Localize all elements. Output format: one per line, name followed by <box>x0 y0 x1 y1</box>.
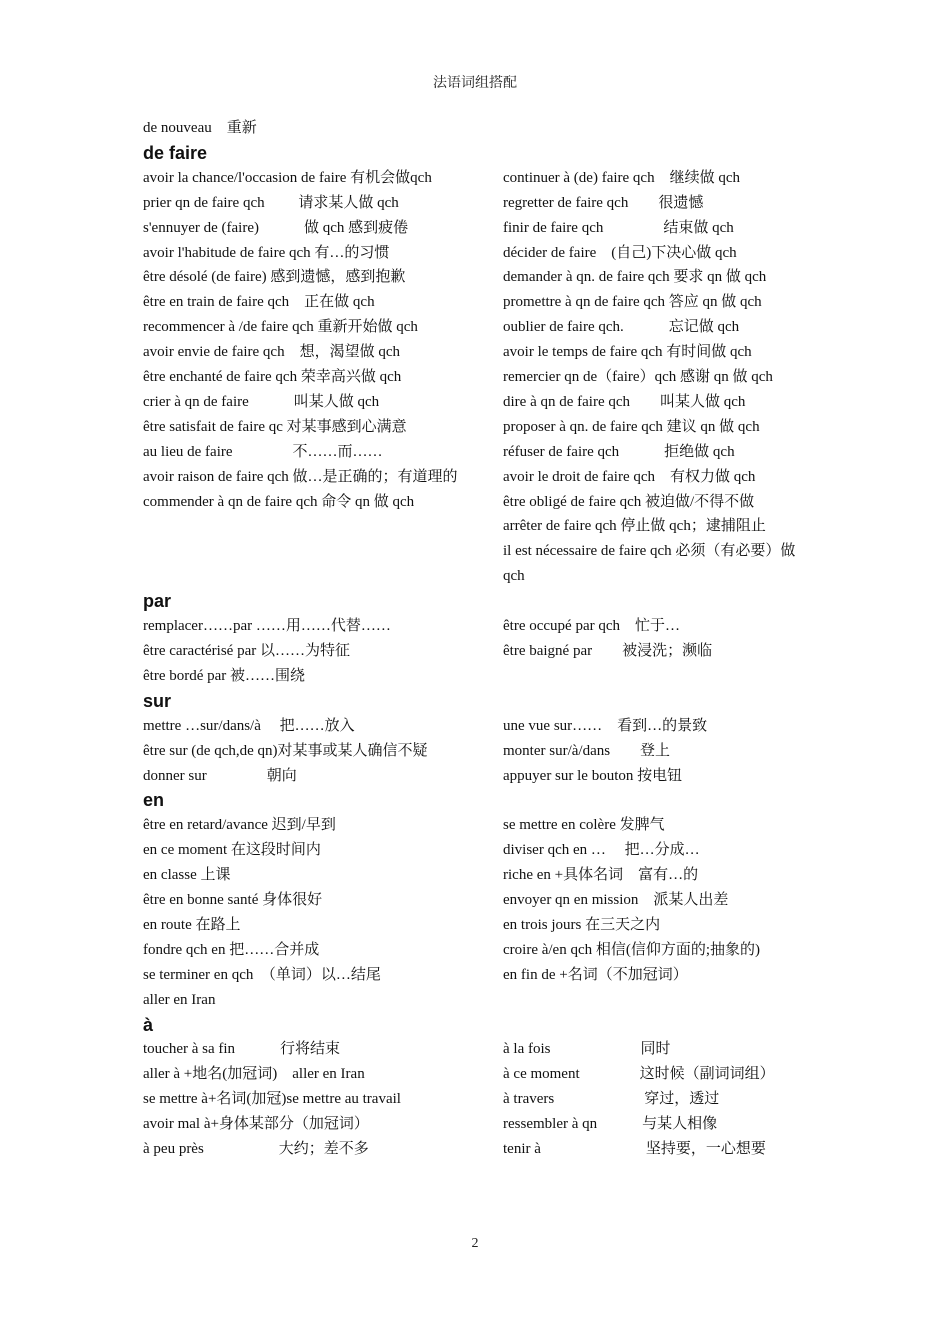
section-columns <box>143 1037 815 1162</box>
section <box>143 689 815 789</box>
phrase-entry: décider de faire (自己)下决心做 qch <box>503 244 737 261</box>
phrase-entry: en trois jours 在三天之内 <box>503 916 661 933</box>
section-columns <box>143 714 815 789</box>
phrase-entry: avoir raison de faire qch 做…是正确的；有道理的 <box>143 468 458 485</box>
phrase-entry: se terminer en qch （单词）以…结尾 <box>143 966 381 983</box>
phrase-entry: être obligé de faire qch 被迫做/不得不做 <box>503 493 755 510</box>
phrase-entry: réfuser de faire qch 拒绝做 qch <box>503 443 735 460</box>
phrase-entry: avoir la chance/l'occasion de faire 有机会做qch <box>143 169 432 186</box>
phrase-entry: promettre à qn de faire qch 答应 qn 做 qch <box>503 294 762 311</box>
phrase-entry: à peu près 大约；差不多 <box>143 1141 369 1158</box>
phrase-entry: oublier de faire qch. 忘记做 qch <box>503 319 740 336</box>
section <box>143 141 815 589</box>
phrase-entry: à travers 穿过，透过 <box>503 1091 720 1108</box>
phrase-entry: regretter de faire qch 很遗憾 <box>503 194 704 211</box>
right-column <box>503 714 815 789</box>
phrase-entry: en classe 上课 <box>143 867 231 884</box>
right-column <box>503 614 815 689</box>
section <box>143 788 815 1012</box>
phrase-entry: arrêter de faire qch 停止做 qch；逮捕阻止 <box>503 518 766 535</box>
phrase-entry: se mettre à+名词(加冠)se mettre au travail <box>143 1091 401 1108</box>
phrase-entry: crier à qn de faire 叫某人做 qch <box>143 393 380 410</box>
left-column <box>143 614 503 689</box>
section <box>143 589 815 689</box>
phrase-entry: appuyer sur le bouton 按电钮 <box>503 767 683 784</box>
phrase-entry: avoir mal à+身体某部分（加冠词） <box>143 1116 369 1133</box>
phrase-entry: riche en +具体名词 富有…的 <box>503 867 699 884</box>
phrase-entry: être satisfait de faire qc 对某事感到心满意 <box>143 418 407 435</box>
left-column <box>143 813 503 1012</box>
phrase-entry: être en bonne santé 身体很好 <box>143 892 323 909</box>
left-column <box>143 166 503 589</box>
phrase-entry: s'ennuyer de (faire) 做 qch 感到疲倦 <box>143 219 409 236</box>
phrase-entry: ressembler à qn 与某人相像 <box>503 1116 718 1133</box>
phrase-entry: commender à qn de faire qch 命令 qn 做 qch <box>143 493 415 510</box>
phrase-entry: remercier qn de（faire）qch 感谢 qn 做 qch <box>503 369 773 386</box>
phrase-entry: fondre qch en 把……合并成 <box>143 941 320 958</box>
phrase-entry: en route 在路上 <box>143 916 241 933</box>
phrase-entry: recommencer à /de faire qch 重新开始做 qch <box>143 319 418 336</box>
phrase-entry: finir de faire qch 结束做 qch <box>503 219 734 236</box>
section-heading: à <box>143 1014 154 1035</box>
section-columns <box>143 614 815 689</box>
section-heading: par <box>143 591 172 612</box>
phrase-entry: au lieu de faire 不……而…… <box>143 443 383 460</box>
phrase-entry: une vue sur…… 看到…的景致 <box>503 717 708 734</box>
phrase-entry: aller à +地名(加冠词) aller en Iran <box>143 1066 365 1083</box>
phrase-entry: en fin de +名词（不加冠词） <box>503 966 688 983</box>
phrase-entry: monter sur/à/dans 登上 <box>503 742 671 759</box>
left-column <box>143 1037 503 1162</box>
right-column <box>503 166 815 589</box>
phrase-entry: demander à qn. de faire qch 要求 qn 做 qch <box>503 269 767 286</box>
right-column <box>503 813 815 1012</box>
phrase-entry: donner sur 朝向 <box>143 767 297 784</box>
sections-container <box>143 141 815 1162</box>
phrase-entry: mettre …sur/dans/à 把……放入 <box>143 717 355 734</box>
phrase-entry: être en train de faire qch 正在做 qch <box>143 294 375 311</box>
phrase-entry: avoir envie de faire qch 想，渴望做 qch <box>143 344 401 361</box>
section-heading: en <box>143 790 165 811</box>
phrase-entry: aller en Iran <box>143 991 216 1008</box>
page-number: 2 <box>471 1236 479 1251</box>
phrase-entry: tenir à 坚持要，一心想要 <box>503 1141 766 1158</box>
section <box>143 1013 815 1162</box>
phrase-entry: toucher à sa fin 行将结束 <box>143 1041 341 1058</box>
phrase-entry: avoir l'habitude de faire qch 有…的习惯 <box>143 244 390 261</box>
phrase-entry: proposer à qn. de faire qch 建议 qn 做 qch <box>503 418 760 435</box>
intro-line: de nouveau 重新 <box>143 120 257 136</box>
left-column <box>143 714 503 789</box>
phrase-entry: être occupé par qch 忙于… <box>503 618 681 635</box>
phrase-entry: à la fois 同时 <box>503 1041 671 1058</box>
phrase-entry: être bordé par 被……围绕 <box>143 667 306 684</box>
phrase-entry: prier qn de faire qch 请求某人做 qch <box>143 194 399 211</box>
section-heading: de faire <box>143 142 208 163</box>
phrase-entry: être désolé (de faire) 感到遗憾，感到抱歉 <box>143 269 406 286</box>
phrase-entry: être baigné par 被浸洗；濒临 <box>503 642 713 659</box>
phrase-entry: dire à qn de faire qch 叫某人做 qch <box>503 393 746 410</box>
phrase-entry: à ce moment 这时候（副词词组） <box>503 1066 775 1083</box>
phrase-entry: remplacer……par ……用……代替…… <box>143 618 391 635</box>
right-column <box>503 1037 815 1162</box>
phrase-entry: en ce moment 在这段时间内 <box>143 842 321 859</box>
phrase-entry: être caractérisé par 以……为特征 <box>143 642 350 659</box>
phrase-entry: avoir le temps de faire qch 有时间做 qch <box>503 344 752 361</box>
phrase-entry: avoir le droit de faire qch 有权力做 qch <box>503 468 756 485</box>
phrase-entry: être en retard/avance 迟到/早到 <box>143 817 336 834</box>
page-header: 法语词组搭配 <box>433 76 517 91</box>
phrase-entry: il est nécessaire de faire qch 必须（有必要）做 qch <box>503 543 796 585</box>
phrase-entry: être sur (de qch,de qn)对某事或某人确信不疑 <box>143 742 428 759</box>
phrase-entry: croire à/en qch 相信(信仰方面的;抽象的) <box>503 941 761 958</box>
phrase-entry: diviser qch en … 把…分成… <box>503 842 700 859</box>
phrase-entry: envoyer qn en mission 派某人出差 <box>503 892 729 909</box>
section-columns <box>143 166 815 589</box>
phrase-entry: se mettre en colère 发脾气 <box>503 817 665 834</box>
section-heading: sur <box>143 690 172 711</box>
document-body <box>143 116 815 1162</box>
phrase-entry: continuer à (de) faire qch 继续做 qch <box>503 169 740 186</box>
phrase-entry: être enchanté de faire qch 荣幸高兴做 qch <box>143 369 402 386</box>
section-columns <box>143 813 815 1012</box>
